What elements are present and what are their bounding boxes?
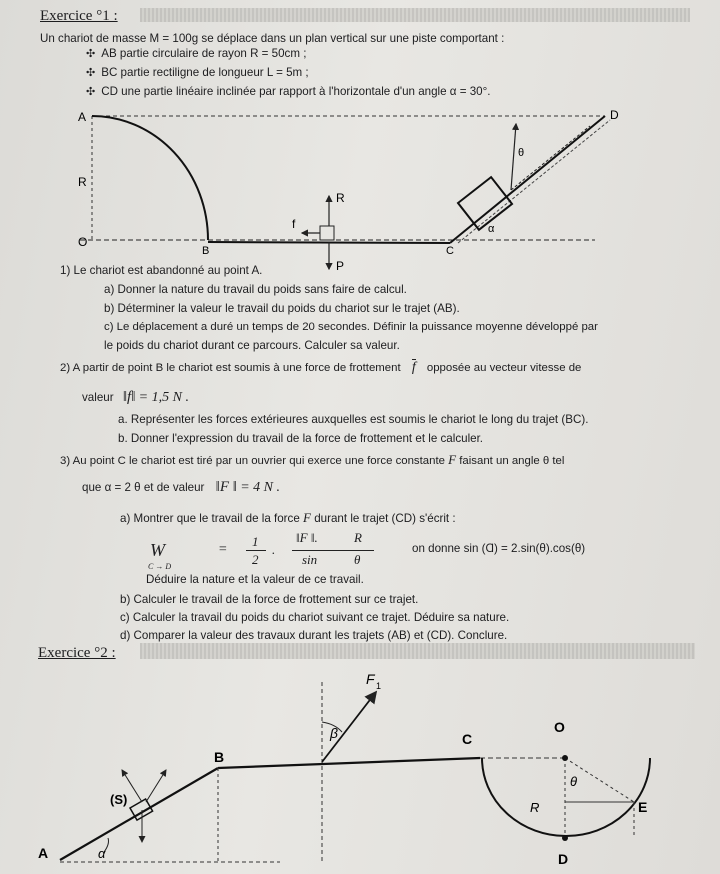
question-3b: b) Calculer le travail de la force de frottement sur ce trajet. [120,593,419,606]
bullet-bc: ✣ BC partie rectiligne de longueur L = 5m ; [86,66,309,79]
label-point-b: B [202,245,210,257]
label-point-e-2: E [638,799,648,815]
formula-hint: on donne sin (Ɑ) = 2.sin(θ).cos(θ) [412,542,586,555]
label-radius-r-2: R [530,800,540,815]
question-2b: b. Donner l'expression du travail de la force de frottement et le calculer. [118,432,484,445]
question-3a: a) Montrer que le travail de la force F durant le trajet (CD) s'écrit : [120,510,456,525]
label-force-f1: F [366,671,375,687]
question-1b: b) Déterminer la valeur le travail du poids du chariot sur le trajet (AB). [104,302,460,315]
header-band [140,8,690,22]
label-alpha-2: α [98,846,106,861]
label-origin-o: O [78,235,88,249]
label-point-d: D [610,108,619,122]
question-2-value: valeur ‖f‖ = 1,5 N . [82,389,189,405]
label-solid-s: (S) [110,792,128,807]
label-point-c-2: C [462,731,473,747]
label-force-f1-sub: 1 [376,681,382,691]
label-point-a-2: A [38,845,49,861]
header-band-2 [140,643,695,659]
question-3-value: que α = 2 θ et de valeur ‖F ‖ = 4 N . [82,479,281,495]
label-vector-r: R [336,191,345,205]
label-vector-p: P [336,259,345,273]
label-radius-r: R [78,175,87,189]
label-alpha: α [488,223,495,235]
bullet-ab: ✣ AB partie circulaire de rayon R = 50cm ; [86,47,307,60]
track-figure-1 [70,104,630,274]
label-beta: β [330,725,338,741]
question-1a: a) Donner la nature du travail du poids sans faire de calcul. [104,283,407,296]
question-1c: c) Le déplacement a duré un temps de 20 secondes. Définir la puissance moyenne développé par [104,321,598,333]
label-point-d-2: D [558,851,569,867]
track-figure-2 [30,662,700,874]
exercise1-intro: Un chariot de masse M = 100g se déplace dans un plan vertical sur une piste comportant : [40,32,505,45]
question-1: 1) Le chariot est abandonné au point A. [60,264,263,277]
label-vector-f: f [292,217,296,231]
question-3c: c) Calculer la travail du poids du chariot suivant ce trajet. Déduire sa nature. [120,611,510,624]
label-theta: θ [518,147,525,159]
label-point-o-2: O [554,719,565,735]
label-theta-2: θ [570,774,578,789]
question-1c-cont: le poids du chariot durant ce parcours. Calculer sa valeur. [104,339,400,352]
exercise1-header: Exercice °1 : [40,8,118,24]
question-2: 2) A partir de point B le chariot est soumis à une force de frottement f opposée au vecteur vitesse de [60,360,582,375]
question-3a-deduce: Déduire la nature et la valeur de ce travail. [146,573,364,586]
exercise2-header: Exercice °2 : [38,645,116,661]
bullet-cd: ✣ CD une partie linéaire inclinée par rapport à l'horizontale d'un angle α = 30°. [86,85,491,98]
label-point-a: A [78,110,87,124]
question-2a: a. Représenter les forces extérieures auxquelles est soumis le chariot le long du trajet (BC). [118,413,589,426]
work-formula: W C → D = 1 2 . ‖F ‖. R sin θ on donne sin (Ɑ) = 2.sin(θ).cos(θ) [148,530,586,571]
question-3d: d) Comparer la valeur des travaux durant les trajets (AB) et (CD). Conclure. [120,629,508,642]
label-point-c: C [446,245,454,257]
question-3: 3) Au point C le chariot est tiré par un ouvrier qui exerce une force constante F faisant un angle θ tel [60,452,565,467]
label-point-b-2: B [214,749,225,765]
